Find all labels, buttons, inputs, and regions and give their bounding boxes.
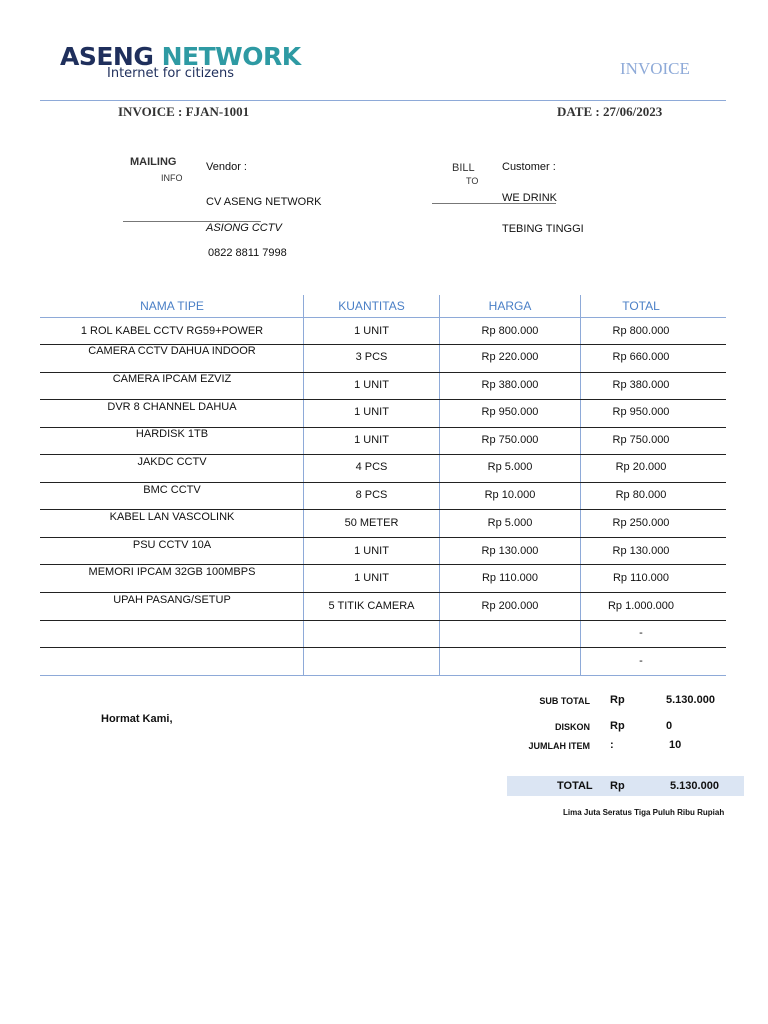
- row-5-total: Rp 750.000: [612, 434, 670, 446]
- customer-name: WE DRINK: [502, 192, 557, 204]
- row-8-qty: 50 METER: [344, 517, 399, 529]
- customer-city: TEBING TINGGI: [502, 223, 584, 235]
- discount-value: 0: [666, 720, 673, 732]
- invoice-number: INVOICE : FJAN-1001: [118, 104, 250, 119]
- row-2-qty: 3 PCS: [355, 351, 388, 363]
- row-5-price: Rp 750.000: [481, 434, 539, 446]
- header-divider: [40, 100, 726, 101]
- row-rule: [40, 537, 726, 538]
- row-3-price: Rp 380.000: [481, 379, 539, 391]
- item-count-label: JUMLAH ITEM: [528, 741, 590, 751]
- row-2-name: CAMERA CCTV DAHUA INDOOR: [88, 345, 256, 357]
- header-nama-tipe: NAMA TIPE: [140, 299, 204, 313]
- row-8-price: Rp 5.000: [487, 517, 533, 529]
- closing-greeting: Hormat Kami,: [101, 713, 173, 725]
- row-3-total: Rp 380.000: [612, 379, 670, 391]
- table-bottom-rule: [40, 675, 726, 676]
- subtotal-label: SUB TOTAL: [539, 696, 590, 706]
- row-rule: [40, 647, 726, 648]
- row-8-name: KABEL LAN VASCOLINK: [109, 511, 235, 523]
- row-9-total: Rp 130.000: [612, 545, 670, 557]
- row-10-total: Rp 110.000: [612, 572, 670, 584]
- logo-text-aseng: ASENG: [60, 42, 162, 71]
- row-6-total: Rp 20.000: [615, 461, 667, 473]
- total-label: TOTAL: [557, 780, 593, 792]
- vendor-name: CV ASENG NETWORK: [206, 196, 322, 208]
- item-count-separator: :: [610, 739, 614, 751]
- row-5-qty: 1 UNIT: [354, 434, 389, 446]
- row-12-total: -: [639, 627, 643, 639]
- row-rule: [40, 482, 726, 483]
- row-rule: [40, 592, 726, 593]
- row-9-price: Rp 130.000: [481, 545, 539, 557]
- row-11-total: Rp 1.000.000: [607, 600, 675, 612]
- row-1-name: 1 ROL KABEL CCTV RG59+POWER: [80, 325, 264, 337]
- row-7-price: Rp 10.000: [484, 489, 536, 501]
- header-rule: [40, 317, 726, 318]
- mailing-info-label: INFO: [161, 173, 183, 183]
- bill-to-label: TO: [466, 176, 479, 186]
- row-10-name: MEMORI IPCAM 32GB 100MBPS: [88, 566, 256, 578]
- row-10-price: Rp 110.000: [481, 572, 539, 584]
- invoice-heading: INVOICE: [620, 59, 690, 78]
- row-9-qty: 1 UNIT: [354, 545, 389, 557]
- customer-label: Customer :: [502, 161, 556, 173]
- row-7-name: BMC CCTV: [143, 484, 201, 496]
- header-kuantitas: KUANTITAS: [338, 299, 405, 313]
- row-1-qty: 1 UNIT: [354, 325, 389, 337]
- header-total: TOTAL: [622, 299, 660, 313]
- row-3-qty: 1 UNIT: [354, 379, 389, 391]
- vendor-label: Vendor :: [206, 161, 247, 173]
- row-6-price: Rp 5.000: [487, 461, 533, 473]
- subtotal-currency: Rp: [610, 694, 625, 706]
- row-1-total: Rp 800.000: [612, 325, 670, 337]
- row-11-price: Rp 200.000: [481, 600, 539, 612]
- mailing-label: MAILING: [130, 156, 177, 168]
- row-11-name: UPAH PASANG/SETUP: [113, 594, 231, 606]
- subtotal-value: 5.130.000: [666, 694, 715, 706]
- row-6-name: JAKDC CCTV: [137, 456, 207, 468]
- logo-text-network: NETWORK: [161, 42, 301, 71]
- row-4-total: Rp 950.000: [612, 406, 670, 418]
- row-1-price: Rp 800.000: [481, 325, 539, 337]
- row-7-qty: 8 PCS: [355, 489, 388, 501]
- header-harga: HARGA: [488, 299, 532, 313]
- row-4-name: DVR 8 CHANNEL DAHUA: [107, 401, 237, 413]
- total-in-words: Lima Juta Seratus Tiga Puluh Ribu Rupiah: [563, 808, 725, 817]
- logo-tagline: Internet for citizens: [107, 66, 235, 81]
- total-currency: Rp: [610, 780, 625, 792]
- bill-label: BILL: [452, 162, 475, 174]
- vendor-subname: ASIONG CCTV: [206, 222, 282, 234]
- row-9-name: PSU CCTV 10A: [132, 539, 212, 551]
- row-6-qty: 4 PCS: [355, 461, 388, 473]
- row-rule: [40, 454, 726, 455]
- row-3-name: CAMERA IPCAM EZVIZ: [112, 373, 232, 385]
- row-rule: [40, 509, 726, 510]
- row-4-price: Rp 950.000: [481, 406, 539, 418]
- discount-label: DISKON: [554, 722, 590, 732]
- row-5-name: HARDISK 1TB: [135, 428, 209, 440]
- row-2-total: Rp 660.000: [612, 351, 670, 363]
- row-rule: [40, 399, 726, 400]
- total-value: 5.130.000: [670, 780, 719, 792]
- row-8-total: Rp 250.000: [612, 517, 670, 529]
- discount-currency: Rp: [610, 720, 625, 732]
- row-10-qty: 1 UNIT: [354, 572, 389, 584]
- item-count-value: 10: [669, 739, 682, 751]
- row-2-price: Rp 220.000: [481, 351, 539, 363]
- row-11-qty: 5 TITIK CAMERA: [328, 600, 415, 612]
- row-rule: [40, 564, 726, 565]
- row-rule: [40, 620, 726, 621]
- row-4-qty: 1 UNIT: [354, 406, 389, 418]
- invoice-date: DATE : 27/06/2023: [557, 104, 663, 119]
- vendor-phone: 0822 8811 7998: [208, 247, 287, 259]
- row-7-total: Rp 80.000: [615, 489, 667, 501]
- row-13-total: -: [639, 655, 643, 667]
